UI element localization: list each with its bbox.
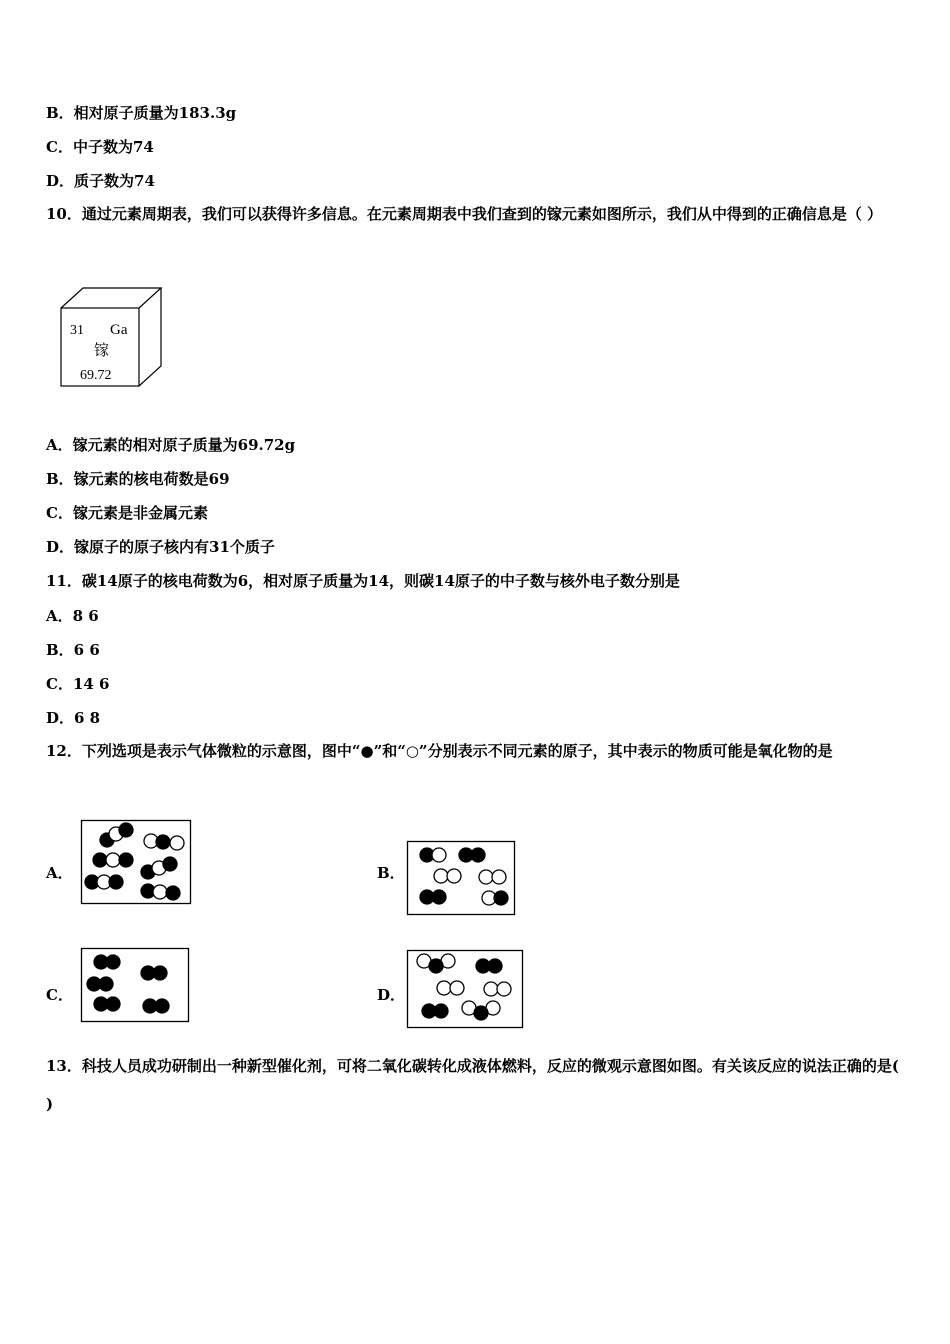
atom-filled [163, 857, 177, 871]
q10-option-b: B．镓元素的核电荷数是69 [46, 470, 230, 488]
q10-option-c: C．镓元素是非金属元素 [46, 504, 208, 522]
q12-label-c: C． [46, 986, 73, 1004]
atom-filled [471, 848, 485, 862]
q9-option-c: C．中子数为74 [46, 138, 154, 156]
particle-diagram-d [407, 950, 523, 1028]
atom-filled [432, 890, 446, 904]
atom-filled [155, 999, 169, 1013]
atom-filled [488, 959, 502, 973]
q12-label-d: D． [377, 986, 406, 1004]
atom-open [447, 869, 461, 883]
atom-open [153, 885, 167, 899]
atom-open [106, 853, 120, 867]
q9-option-b: B．相对原子质量为183.3g [46, 104, 237, 122]
atom-open [479, 870, 493, 884]
element-symbol: Ga [110, 322, 128, 338]
atom-open [437, 981, 451, 995]
q12-label-b: B． [377, 864, 405, 882]
atom-open [484, 982, 498, 996]
q11-option-b: B．6 6 [46, 641, 100, 659]
atom-open [497, 982, 511, 996]
q10-option-a: A．镓元素的相对原子质量为69.72g [46, 436, 296, 454]
q13-stem: 13．科技人员成功研制出一种新型催化剂，可将二氧化碳转化成液体燃料，反应的微观示意图如图。有关该反应的说法正确的是( ) [46, 1057, 899, 1113]
q12-stem: 12．下列选项是表示气体微粒的示意图，图中“●”和“○”分别表示不同元素的原子，其中表示的物质可能是氧化物的是 [46, 742, 833, 760]
q9-option-d: D．质子数为74 [46, 172, 155, 190]
atom-filled [119, 853, 133, 867]
atom-filled [429, 959, 443, 973]
atom-filled [119, 823, 133, 837]
q10-option-d: D．镓原子的原子核内有31个质子 [46, 538, 275, 556]
atom-open [450, 981, 464, 995]
q11-option-a: A．8 6 [46, 607, 99, 625]
q11-stem: 11．碳14原子的核电荷数为6，相对原子质量为14，则碳14原子的中子数与核外电子数分别是 [46, 572, 680, 590]
atom-open [432, 848, 446, 862]
particle-diagram-a [81, 820, 191, 904]
atom-filled [106, 997, 120, 1011]
atom-filled [434, 1004, 448, 1018]
atom-filled [99, 977, 113, 991]
atom-open [434, 869, 448, 883]
atom-filled [156, 835, 170, 849]
element-mass: 69.72 [80, 368, 112, 383]
atom-filled [93, 853, 107, 867]
q10-stem: 10．通过元素周期表，我们可以获得许多信息。在元素周期表中我们查到的镓元素如图所示，我们从中得到的正确信息是（ ） [46, 205, 883, 223]
atom-filled [106, 955, 120, 969]
q11-option-d: D．6 8 [46, 709, 101, 727]
particle-diagram-b [407, 841, 515, 915]
particle-diagram-c [81, 948, 189, 1022]
atom-filled [109, 875, 123, 889]
atom-filled [474, 1006, 488, 1020]
gallium-element-card [58, 286, 168, 390]
atom-filled [494, 891, 508, 905]
element-name: 镓 [94, 341, 110, 359]
atom-open [492, 870, 506, 884]
atom-open [170, 836, 184, 850]
atom-filled [153, 966, 167, 980]
q12-label-a: A． [46, 864, 73, 882]
atom-filled [166, 886, 180, 900]
q11-option-c: C．14 6 [46, 675, 110, 693]
element-number: 31 [70, 323, 84, 338]
